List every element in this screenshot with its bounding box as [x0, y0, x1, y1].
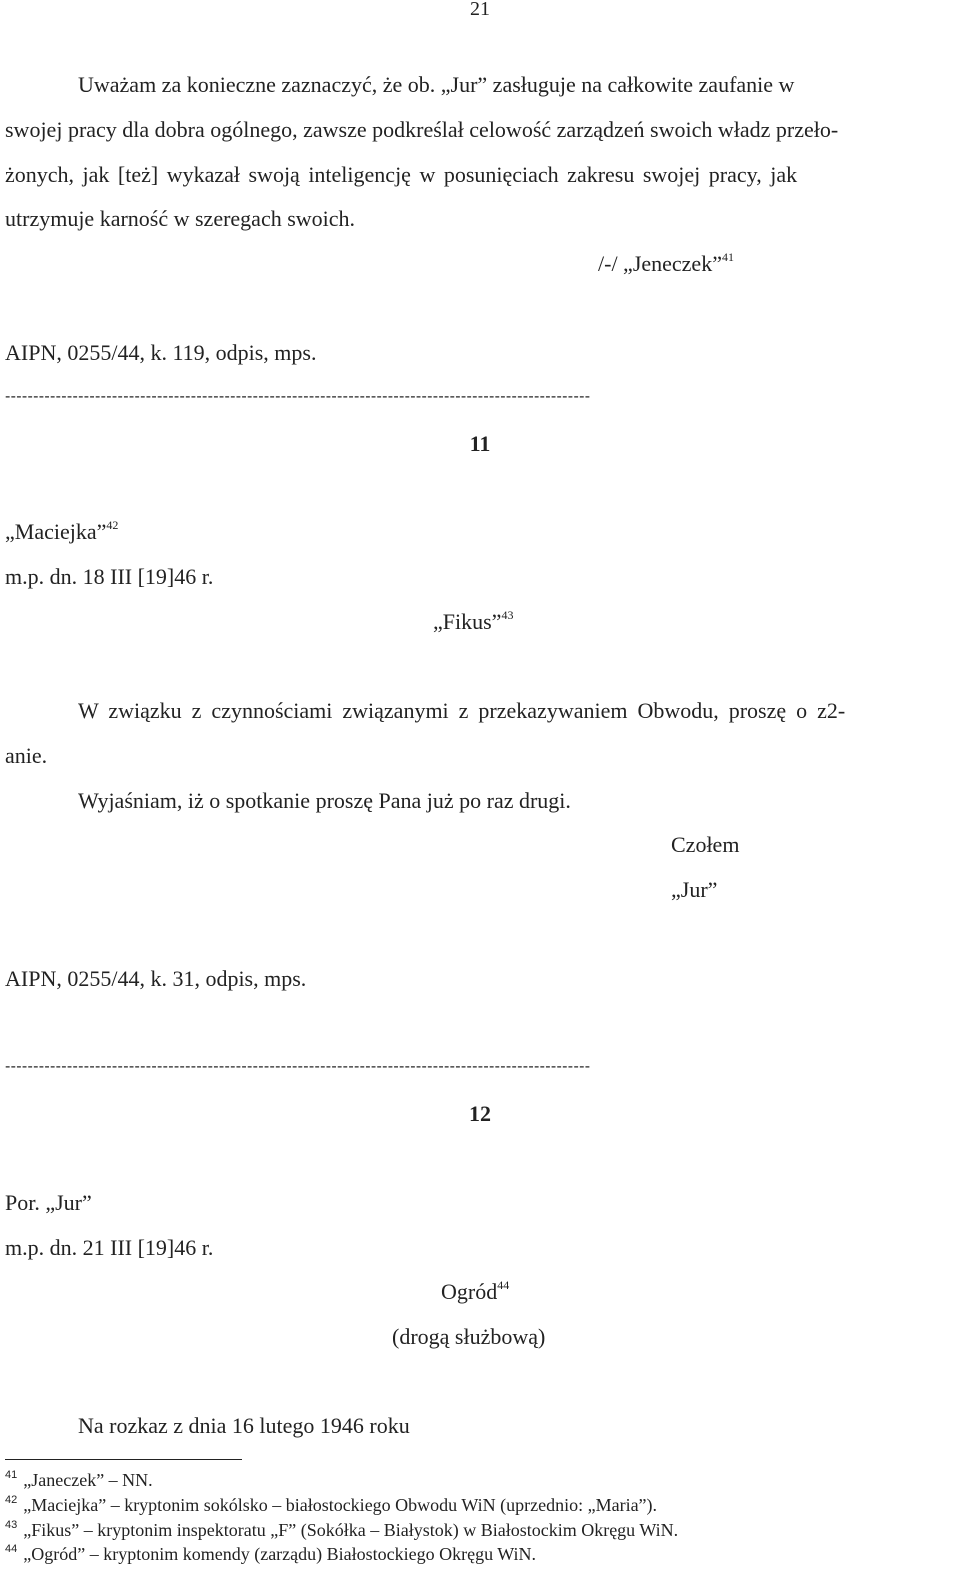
- separator-2: --------------------------------------------------------------------------------------------------------: [5, 1058, 591, 1075]
- footnote-text: „Ogród” – kryptonim komendy (zarządu) Białostockiego Okręgu WiN.: [23, 1544, 537, 1564]
- doc11-closing: Czołem: [671, 832, 740, 857]
- doc11-paragraph-line-2: anie.: [5, 743, 48, 768]
- doc11-sender-text: „Maciejka”: [5, 519, 107, 544]
- footnote-43: [5, 1520, 678, 1541]
- footnote-number: 44: [5, 1543, 18, 1555]
- footnote-ref-44: 44: [497, 1277, 510, 1292]
- doc11-recipient-text: „Fikus”: [433, 609, 502, 634]
- doc10-signature-text: /-/ „Jeneczek”: [598, 251, 722, 276]
- doc11-closing-signature: „Jur”: [671, 877, 718, 902]
- page-number: 21: [470, 0, 490, 20]
- doc11-paragraph-2: Wyjaśniam, iż o spotkanie proszę Pana już po raz drugi.: [78, 788, 571, 813]
- doc10-paragraph-line-1: Uważam za konieczne zaznaczyć, że ob. „Jur” zasługuje na całkowite zaufanie w: [78, 72, 795, 97]
- footnote-ref-41: 41: [721, 249, 734, 264]
- doc12-recipient: [441, 1279, 509, 1305]
- doc11-recipient: [433, 609, 513, 635]
- separator-1: --------------------------------------------------------------------------------------------------------: [5, 388, 591, 405]
- doc10-source: AIPN, 0255/44, k. 119, odpis, mps.: [5, 340, 317, 365]
- footnote-text: „Janeczek” – NN.: [23, 1470, 153, 1490]
- doc11-paragraph-line-1: W związku z czynnościami związanymi z przekazywaniem Obwodu, proszę o z2-: [78, 698, 846, 723]
- footnote-ref-42: 42: [106, 517, 119, 532]
- doc11-source: AIPN, 0255/44, k. 31, odpis, mps.: [5, 966, 307, 991]
- footnote-number: 42: [5, 1494, 18, 1506]
- footnote-rule: [5, 1459, 242, 1460]
- footnote-41: [5, 1470, 153, 1491]
- footnote-number: 43: [5, 1519, 18, 1531]
- footnote-ref-43: 43: [501, 607, 514, 622]
- doc12-number: 12: [469, 1101, 491, 1126]
- doc10-signature: [598, 251, 734, 277]
- footnote-text: „Maciejka” – kryptonim sokólsko – białostockiego Obwodu WiN (uprzednio: „Maria”).: [23, 1495, 658, 1515]
- footnote-44: [5, 1544, 536, 1565]
- footnote-text: „Fikus” – kryptonim inspektoratu „F” (Sokółka – Białystok) w Białostockim Okręgu WiN.: [23, 1520, 679, 1540]
- doc11-date: m.p. dn. 18 III [19]46 r.: [5, 564, 214, 589]
- doc11-sender: [5, 519, 118, 545]
- doc12-sender: Por. „Jur”: [5, 1190, 92, 1215]
- doc10-paragraph-line-2: swojej pracy dla dobra ogólnego, zawsze podkreślał celowość zarządzeń swoich władz przeło-: [5, 117, 839, 142]
- doc12-date: m.p. dn. 21 III [19]46 r.: [5, 1235, 214, 1260]
- doc10-paragraph-line-4: utrzymuje karność w szeregach swoich.: [5, 206, 356, 231]
- doc12-recipient-text: Ogród: [441, 1279, 498, 1304]
- footnote-42: [5, 1495, 657, 1516]
- doc12-paragraph-1: Na rozkaz z dnia 16 lutego 1946 roku: [78, 1413, 410, 1438]
- doc10-paragraph-line-3: żonych, jak [też] wykazał swoją inteligencję w posunięciach zakresu swojej pracy, jak: [5, 162, 798, 187]
- footnote-number: 41: [5, 1469, 18, 1481]
- doc11-number: 11: [469, 431, 491, 456]
- doc12-recipient-note: (drogą służbową): [392, 1324, 546, 1349]
